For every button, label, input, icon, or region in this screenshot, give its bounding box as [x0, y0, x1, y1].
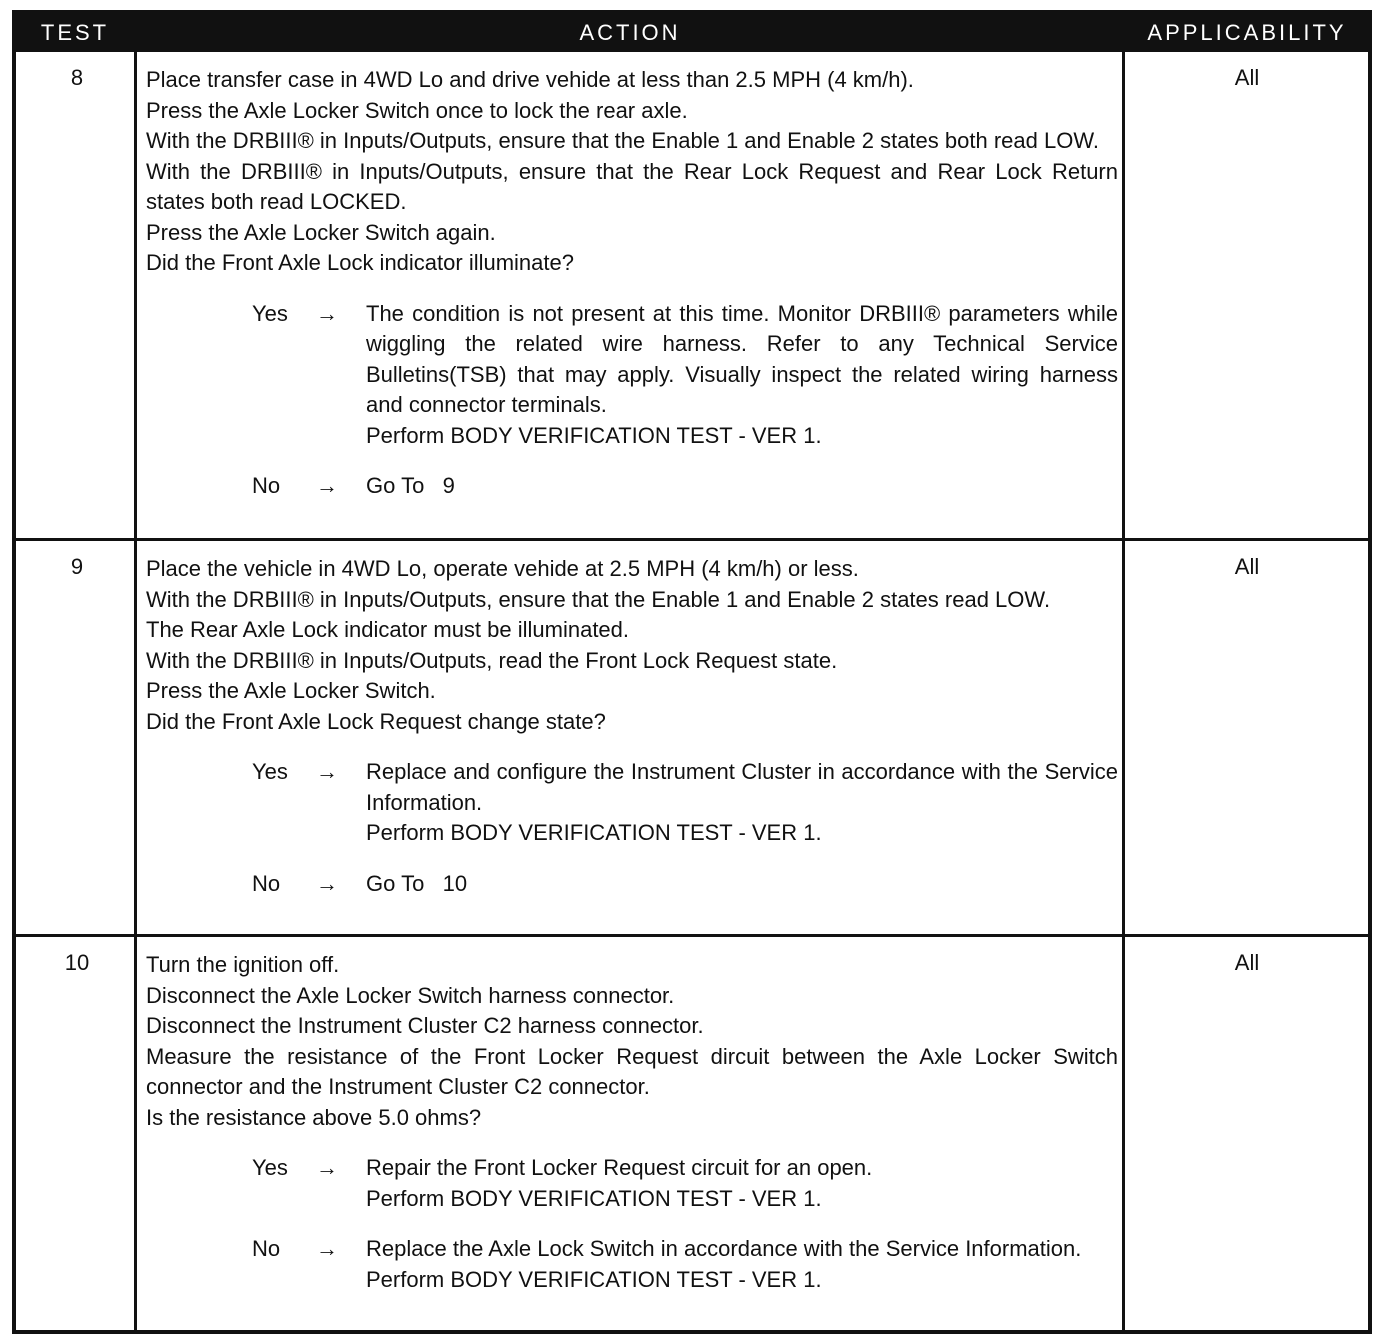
header-applicability: APPLICABILITY [1147, 20, 1347, 45]
action-line: The Rear Axle Lock indicator must be illuminated. [146, 617, 630, 642]
action-cell [146, 65, 1118, 502]
action-line: With the DRBIII® in Inputs/Outputs, read the Front Lock Request state. [146, 647, 838, 673]
test-number: 10 [64, 950, 90, 975]
no-label: No [252, 870, 281, 896]
yes-text: Repair the Front Locker Request circuit for an open. [366, 1155, 873, 1180]
arrow-right-icon: → [316, 870, 338, 896]
applicability-cell: All [1234, 554, 1260, 579]
action-cell [146, 950, 1118, 1295]
action-line: With the DRBIII® in Inputs/Outputs, ensure that the Enable 1 and Enable 2 states both read LOW. [146, 128, 1099, 153]
table-row-test-9 [16, 541, 1368, 934]
yes-text: The condition is not present at this time. Monitor DRBIII® parameters while wiggling the related wire harness. Refer to any Technical Service Bulletins(TSB) that may apply. Visually inspect the related wiring harness and connector terminals. [366, 300, 1118, 417]
action-line: Did the Front Axle Lock Request change state? [146, 708, 606, 734]
no-text: Go To 10 [366, 870, 468, 896]
test-number: 9 [70, 554, 84, 579]
header-test: TEST [40, 20, 110, 45]
arrow-right-icon: → [316, 759, 338, 784]
yes-text-verification: Perform BODY VERIFICATION TEST - VER 1. [366, 820, 822, 845]
no-label: No [252, 1236, 281, 1261]
yes-branch [146, 1153, 1118, 1214]
action-line: With the DRBIII® in Inputs/Outputs, ensure that the Rear Lock Request and Rear Lock Return states both read LOCKED. [146, 158, 1118, 214]
no-branch [146, 1234, 1118, 1295]
no-text-verification: Perform BODY VERIFICATION TEST - VER 1. [366, 1266, 822, 1292]
action-line: Press the Axle Locker Switch again. [146, 219, 496, 245]
table-row-test-8 [16, 52, 1368, 538]
action-line: Measure the resistance of the Front Locker Request dircuit between the Axle Locker Switch connector and the Instrument Cluster C2 connector. [146, 1043, 1118, 1099]
action-line: With the DRBIII® in Inputs/Outputs, ensure that the Enable 1 and Enable 2 states read LOW. [146, 586, 1051, 612]
applicability-cell: All [1234, 950, 1260, 975]
no-branch [146, 869, 1118, 900]
applicability-cell: All [1234, 65, 1260, 90]
table-row-test-10 [16, 937, 1368, 1334]
arrow-right-icon: → [316, 1236, 338, 1261]
no-text: Replace the Axle Lock Switch in accordance with the Service Information. [366, 1236, 1082, 1261]
test-number: 8 [70, 65, 84, 90]
arrow-right-icon: → [316, 473, 338, 498]
yes-branch [146, 299, 1118, 452]
action-line: Press the Axle Locker Switch. [146, 678, 436, 703]
action-line: Is the resistance above 5.0 ohms? [146, 1104, 482, 1130]
action-line: Disconnect the Instrument Cluster C2 harness connector. [146, 1013, 704, 1038]
yes-label: Yes [252, 300, 288, 326]
yes-label: Yes [252, 1155, 288, 1180]
no-text: Go To 9 [366, 473, 455, 498]
action-line: Did the Front Axle Lock indicator illuminate? [146, 250, 574, 275]
action-line: Disconnect the Axle Locker Switch harness connector. [146, 982, 675, 1008]
header-action: ACTION [579, 20, 681, 45]
no-label: No [252, 473, 281, 498]
action-line: Place transfer case in 4WD Lo and drive vehide at less than 2.5 MPH (4 km/h). [146, 67, 914, 92]
action-line: Press the Axle Locker Switch once to lock the rear axle. [146, 97, 688, 123]
action-cell [146, 554, 1118, 899]
yes-text-verification: Perform BODY VERIFICATION TEST - VER 1. [366, 422, 822, 448]
yes-label: Yes [252, 759, 288, 784]
no-branch [146, 471, 1118, 502]
arrow-right-icon: → [316, 1155, 338, 1180]
diagnostic-test-table [12, 10, 1372, 1334]
table-header [16, 14, 1368, 52]
yes-text-verification: Perform BODY VERIFICATION TEST - VER 1. [366, 1185, 822, 1211]
yes-branch [146, 757, 1118, 849]
action-line: Turn the ignition off. [146, 952, 340, 977]
arrow-right-icon: → [316, 300, 338, 326]
yes-text: Replace and configure the Instrument Cluster in accordance with the Service Information. [366, 759, 1118, 815]
action-line: Place the vehicle in 4WD Lo, operate vehide at 2.5 MPH (4 km/h) or less. [146, 556, 859, 581]
